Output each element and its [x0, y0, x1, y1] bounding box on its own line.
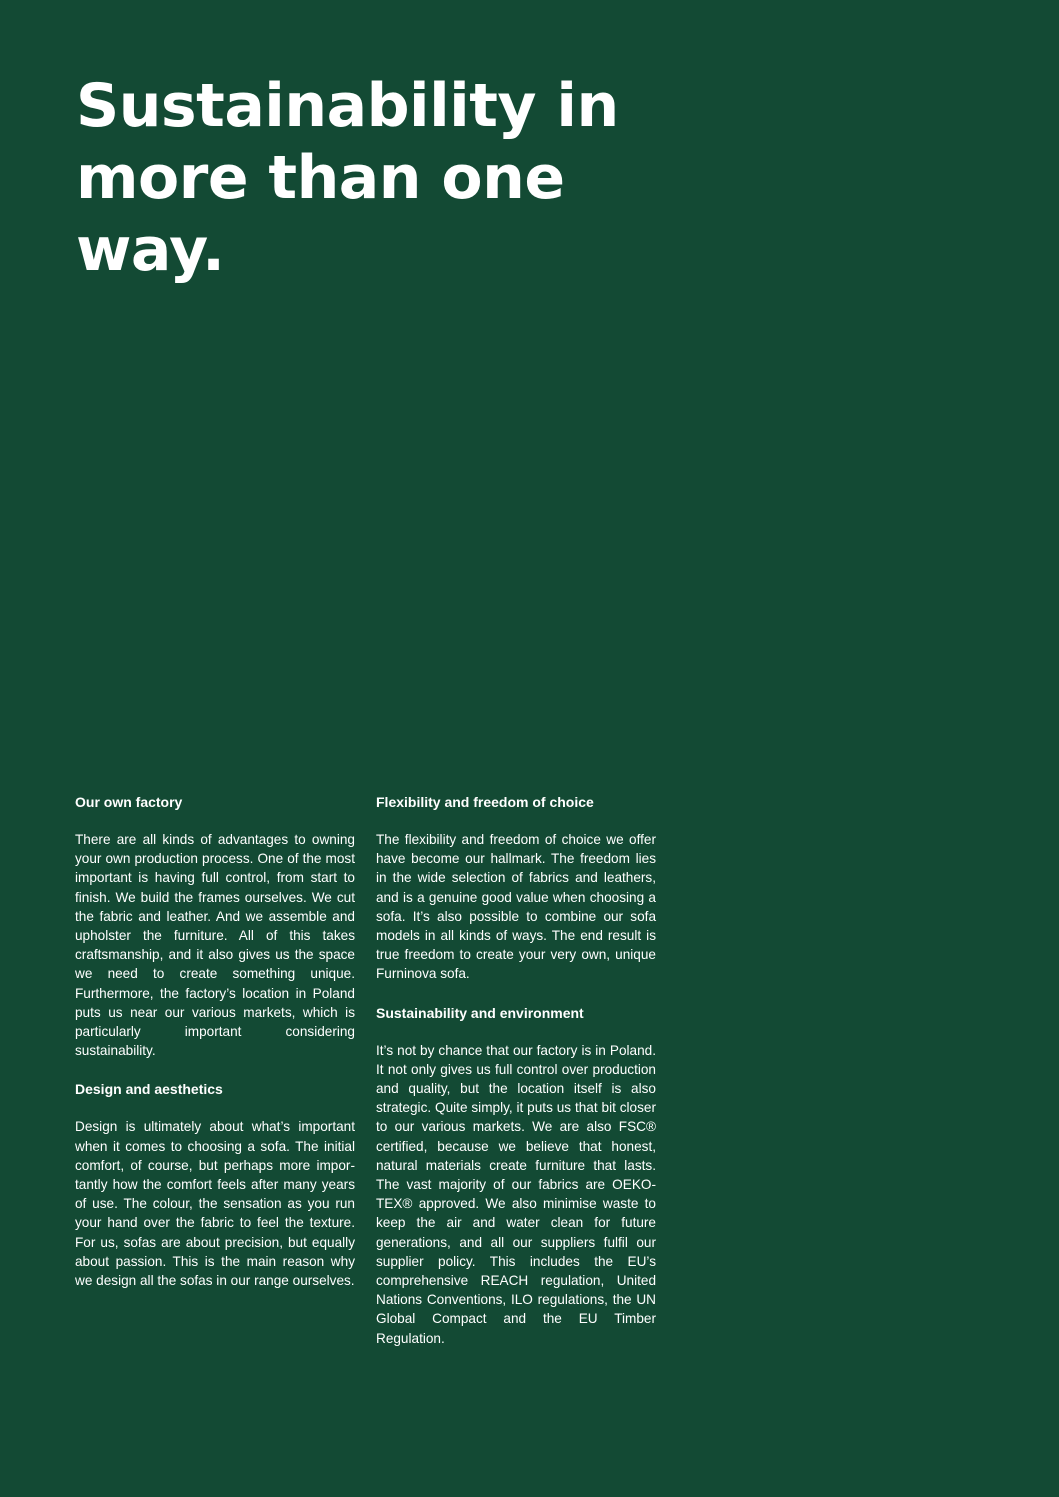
page-title: Sustainability in more than one way.: [76, 71, 619, 285]
section-body: It’s not by chance that our factory is in Poland. It not only gives us full control over production and quality, but the location itself is also strategic. Quite simply, it puts us that bit closer to our various markets. We are also FSC® certified, because we believe that honest, natural materials create furniture that lasts. The vast majority of our fabrics are OEKO-TEX® approved. We also minimise waste to keep the air and water clean for future generations, and all our suppliers fulfil our supplier policy. This includes the EU’s comprehensive REACH regulation, United Nations Conventions, ILO regulations, the UN Global Compact and the EU Timber Regulation.: [376, 1042, 656, 1346]
left-column: [75, 793, 355, 1290]
section-sustainability-environment: [376, 1004, 656, 1348]
section-design-and-aesthetics: [75, 1080, 355, 1290]
section-body: The flexibility and freedom of choice we offer have become our hallmark. The freedom lies in the wide selection of fabrics and leathers, and is a genuine good value when choosing a sofa. It’s also possible to combine our sofa models in all kinds of ways. The end result is true freedom to create your very own, unique Furninova sofa.: [376, 832, 656, 982]
section-heading: Design and aesthetics: [75, 1081, 223, 1098]
section-body: Design is ultimately about what’s important when it comes to choosing a sofa. The initial comfort, of course, but perhaps more importantly how the comfort feels after many years of use. The colour, the sensation as you run your hand over the fabric to feel the texture. For us, sofas are about precision, but equally about passion. This is the main reason why we design all the sofas in our range ourselves.: [75, 1119, 355, 1289]
section-heading: Flexibility and freedom of choice: [376, 794, 594, 810]
section-heading: Sustainability and environment: [376, 1004, 584, 1021]
section-our-own-factory: [75, 793, 355, 1060]
section-flexibility: [376, 793, 656, 984]
section-heading: Our own factory: [75, 794, 183, 810]
section-body: There are all kinds of advantages to owning your own production process. One of the most important is having full control, from start to finish. We build the frames ourselves. We cut the fabric and leather. And we assemble and upholster the furniture. All of this takes craftsmanship, and it also gives us the space we need to create something unique. Furthermore, the factory’s location in Poland puts us near our various markets, which is particularly important considering sustainability.: [75, 832, 355, 1059]
right-column: [376, 793, 656, 1348]
